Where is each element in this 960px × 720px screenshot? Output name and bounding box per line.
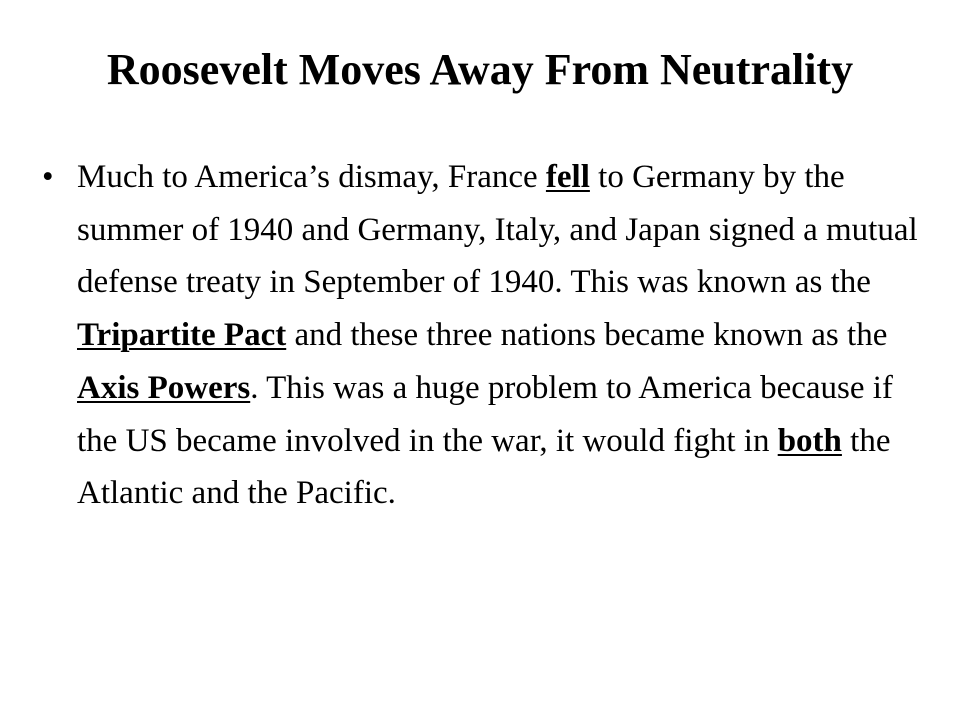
text-segment: Much to America’s dismay, France bbox=[77, 159, 546, 195]
bullet-text bbox=[77, 159, 918, 511]
bullet-list bbox=[42, 151, 922, 520]
emphasis-tripartite-pact: Tripartite Pact bbox=[77, 317, 287, 354]
text-segment: to Germany by the summer of 1940 and Germany, Italy, and Japan signed a mutual defense treaty in September of 1940. This was known as the bbox=[77, 159, 918, 301]
emphasis-fell: fell bbox=[545, 159, 590, 195]
emphasis-both: both bbox=[777, 422, 842, 459]
bullet-marker: • bbox=[42, 159, 54, 195]
bullet-item bbox=[42, 151, 922, 520]
emphasis-axis-powers: Axis Powers bbox=[77, 369, 251, 406]
text-segment: the Atlantic and the Pacific. bbox=[77, 422, 891, 512]
slide-title: Roosevelt Moves Away From Neutrality bbox=[106, 45, 854, 94]
text-segment: and these three nations became known as the bbox=[286, 317, 888, 354]
text-segment: . This was a huge problem to America because if the US became involved in the war, it would fight in bbox=[77, 369, 893, 459]
